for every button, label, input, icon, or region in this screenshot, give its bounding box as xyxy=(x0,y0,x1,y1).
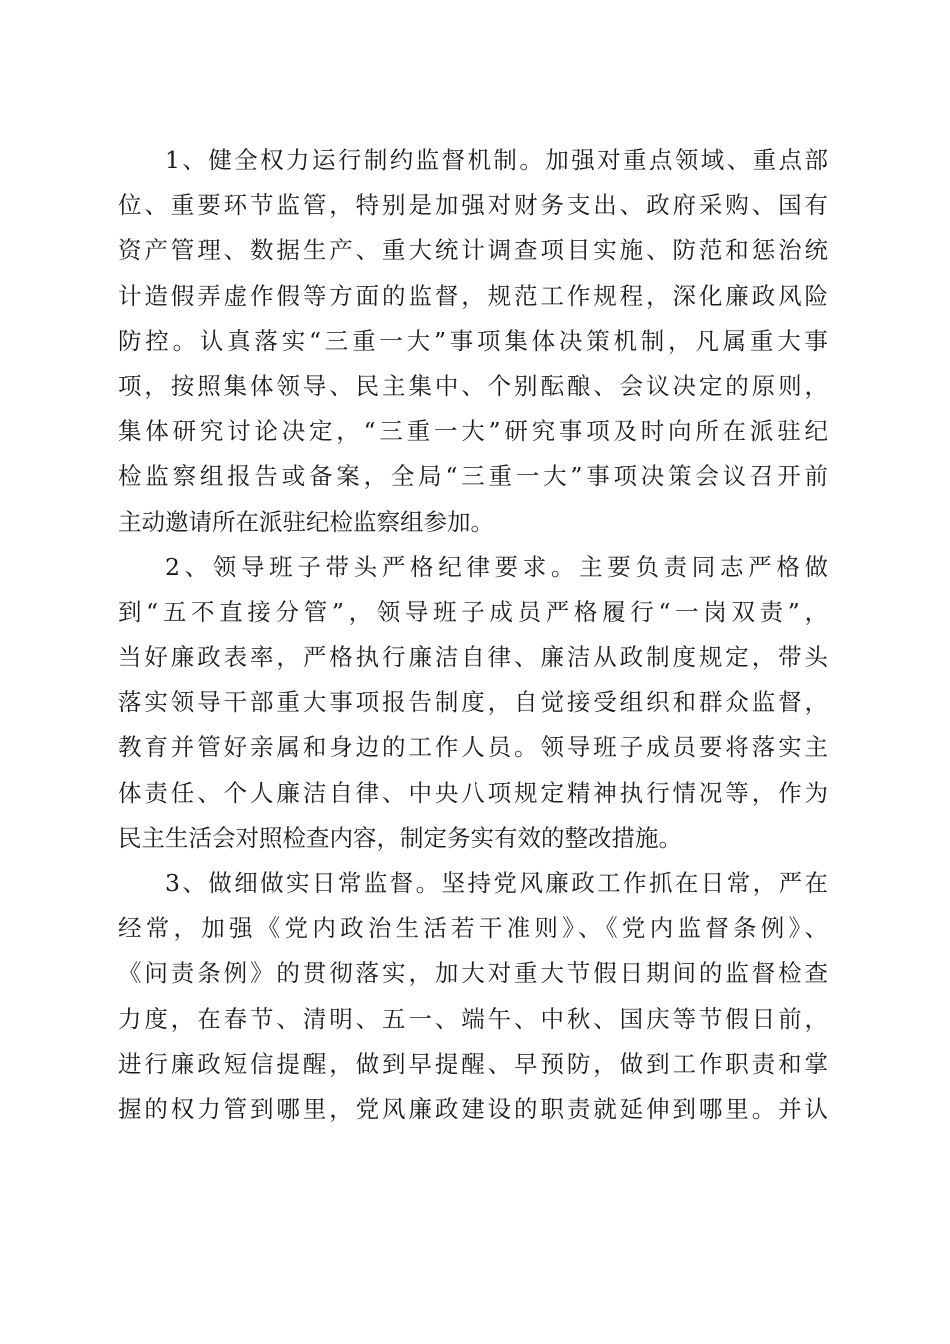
text-line: 防控。认真落实“三重一大”事项集体决策机制，凡属重大事 xyxy=(118,326,828,355)
text-line: 《问责条例》的贯彻落实，加大对重大节假日期间的监督检查 xyxy=(118,959,828,988)
paragraph-3 xyxy=(118,861,828,1132)
paragraph-1 xyxy=(118,138,828,545)
text-line: 检监察组报告或备案，全局“三重一大”事项决策会议召开前 xyxy=(118,462,828,491)
text-line: 项，按照集体领导、民主集中、个别酝酿、会议决定的原则， xyxy=(118,371,828,400)
text-line: 进行廉政短信提醒，做到早提醒、早预防，做到工作职责和掌 xyxy=(118,1049,828,1078)
text-line: 1、健全权力运行制约监督机制。加强对重点领域、重点部 xyxy=(165,146,828,174)
text-line: 民主生活会对照检查内容，制定务实有效的整改措施。 xyxy=(118,823,682,852)
text-line: 握的权力管到哪里，党风廉政建设的职责就延伸到哪里。并认 xyxy=(118,1094,828,1123)
text-line: 3、做细做实日常监督。坚持党风廉政工作抓在日常，严在 xyxy=(165,869,828,897)
text-line: 位、重要环节监管，特别是加强对财务支出、政府采购、国有 xyxy=(118,191,828,220)
text-line: 集体研究讨论决定，“三重一大”研究事项及时向所在派驻纪 xyxy=(118,417,828,446)
paragraph-2 xyxy=(118,545,828,861)
document-body xyxy=(118,138,828,1132)
text-line: 2、领导班子带头严格纪律要求。主要负责同志严格做 xyxy=(165,552,828,581)
text-line: 力度，在春节、清明、五一、端午、中秋、国庆等节假日前， xyxy=(118,1004,828,1033)
text-line: 计造假弄虚作假等方面的监督，规范工作规程，深化廉政风险 xyxy=(118,281,828,310)
text-line: 落实领导干部重大事项报告制度，自觉接受组织和群众监督， xyxy=(118,688,828,717)
text-line: 教育并管好亲属和身边的工作人员。领导班子成员要将落实主 xyxy=(118,733,828,762)
text-line: 当好廉政表率，严格执行廉洁自律、廉洁从政制度规定，带头 xyxy=(118,643,828,672)
text-line: 经常，加强《党内政治生活若干准则》、《党内监督条例》、 xyxy=(118,914,828,943)
text-line: 体责任、个人廉洁自律、中央八项规定精神执行情况等，作为 xyxy=(118,778,828,807)
text-line: 到“五不直接分管”，领导班子成员严格履行“一岗双责”， xyxy=(118,597,828,626)
text-line: 主动邀请所在派驻纪检监察组参加。 xyxy=(118,507,494,536)
text-line: 资产管理、数据生产、重大统计调查项目实施、防范和惩治统 xyxy=(118,236,828,265)
